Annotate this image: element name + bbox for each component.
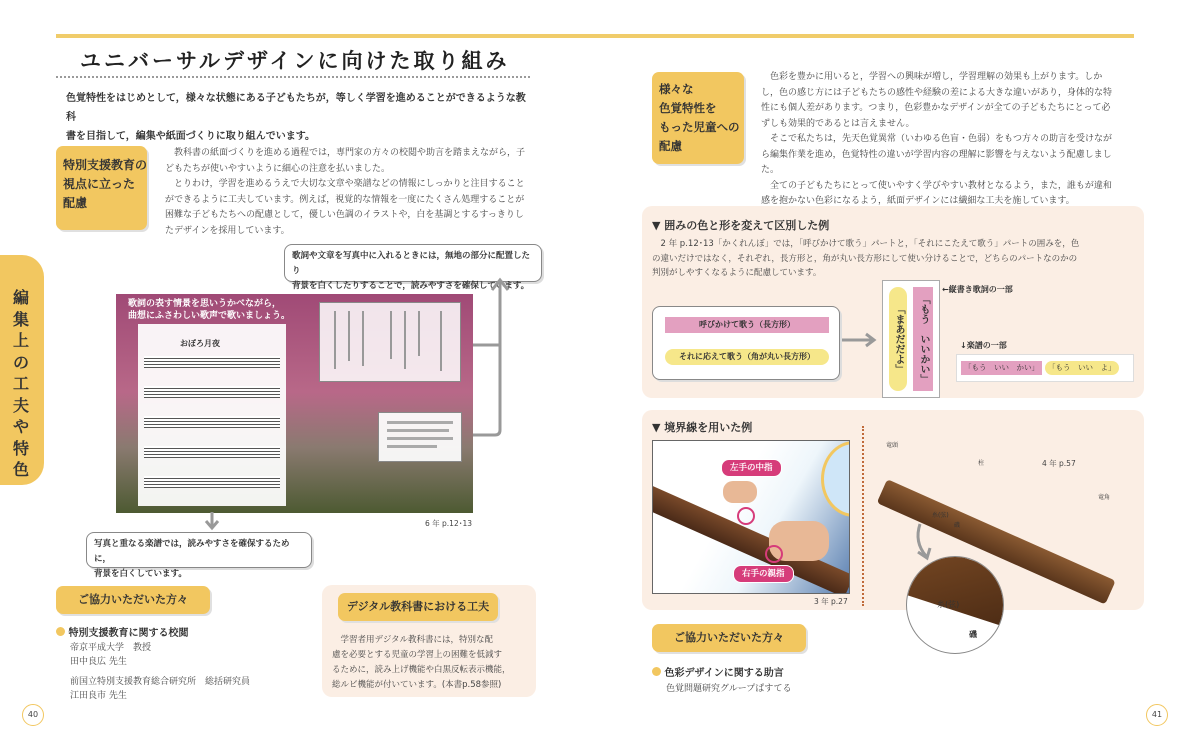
color-vision-body: 色彩を豊かに用いると，学習への興味が増し，学習理解の効果も上がります。しかし，色の感じ方には子どもたちの感性や経験の差による大きな違いがあり，身体的な特性にも個人差があります。つまり，色彩豊かなデザインが全ての子どもたちにとって必ずしも効果的であるとは言えません。 そこで私たちは，先天色覚異常（いわゆる色盲・色弱）をもつ方々の助言を受けながら編集作業を進め，色覚特性の違いが学習内容の理解に影響を与えないよう配慮しました。 全ての子どもたちにとって使いやすく学びやすい教材となるよう，また，誰もが違和感を抱かない色彩になるよう，紙面デザインには繊細な工夫を施しています。 bbox=[761, 72, 1113, 206]
side-tab bbox=[0, 255, 44, 485]
bullet-icon bbox=[652, 667, 661, 676]
song-title: おぼろ月夜 bbox=[180, 339, 220, 348]
koto-label-iso: 磯 bbox=[954, 522, 961, 529]
cooperation-label-right: ご協力いただいた方々 bbox=[652, 624, 806, 652]
photo-heading: 歌詞の表す情景を思いうかべながら， 曲想にふさわしい歌声で歌いましょう。 bbox=[128, 299, 291, 321]
score-lyric-call: 「もう いい かい」 bbox=[961, 361, 1042, 375]
zoom-label-ito: 糸(弦) bbox=[937, 600, 960, 609]
photo-caption-6: 6 年 p.12･13 bbox=[425, 519, 473, 528]
cooperation-names-left: 帝京平成大学 教授 田中良広 先生 前国立特別支援教育総合研究所 総括研究員 江田良市 先生 bbox=[70, 643, 251, 701]
cooperation-heading-left: 特別支援教育に関する校閲 bbox=[56, 624, 188, 639]
digital-textbook-box bbox=[322, 585, 536, 697]
photo-caption-3: 3 年 p.27 bbox=[814, 597, 848, 606]
zoom-label-iso: 磯 bbox=[969, 630, 977, 639]
koto-label-ryuto: 竜頭 bbox=[886, 442, 899, 449]
koto-zoom-circle bbox=[906, 556, 1004, 654]
down-arrow bbox=[202, 512, 222, 532]
staff-line bbox=[144, 476, 280, 488]
special-support-tag: 特別支援教育の 視点に立った 配慮 bbox=[56, 146, 147, 230]
page-title: ユニバーサルデザインに向けた取り組み bbox=[80, 49, 510, 73]
bullet-icon bbox=[56, 627, 65, 636]
vertical-lyric-call: 「もう いいかい」 bbox=[913, 287, 933, 391]
staff-line bbox=[144, 416, 280, 428]
finger-marker-icon bbox=[765, 545, 783, 563]
koto-label-ito: 糸(弦) bbox=[932, 512, 949, 519]
example-color-shape-box bbox=[642, 206, 1144, 398]
cooperation-names-right: 色覚問題研究グループぱすてる bbox=[666, 684, 792, 694]
title-divider bbox=[56, 76, 530, 78]
score-lyric-example bbox=[956, 354, 1134, 382]
vertical-lyric-answer: 「まあだだよ」 bbox=[889, 287, 907, 391]
recorder-photo bbox=[652, 440, 850, 594]
digital-textbook-body: 学習者用デジタル教科書には，特別な配 慮を必要とする児童の学習上の困難を低減す るために，読み上げ機能や白黒反転表示機能， 総ルビ機能が付いています。(本書p.58参照) bbox=[332, 635, 511, 690]
curved-arrow bbox=[912, 522, 942, 562]
lyric-box bbox=[319, 302, 461, 382]
label-left-middle: 左手の中指 bbox=[721, 459, 782, 477]
hand-icon bbox=[723, 481, 757, 503]
right-arrow bbox=[842, 332, 878, 348]
vertical-lyric-label: ←縦書き歌詞の一部 bbox=[942, 285, 1013, 294]
label-right-thumb: 右手の親指 bbox=[733, 565, 794, 583]
score-lyric-answer: 「もう いい よ」 bbox=[1045, 361, 1119, 375]
page-number-left: 40 bbox=[22, 704, 44, 726]
example1-body: 2 年 p.12･13「かくれんぼ」では，「呼びかけて歌う」パートと，「それにこたえて歌う」パートの囲みを，色 の違いだけではなく，それぞれ，長方形と，角が丸い長方形にして使い分けることで，どちらのパートなのかの 判別がしやすくなるように配慮しています。 bbox=[652, 239, 1080, 278]
finger-marker-icon bbox=[737, 507, 755, 525]
vertical-lyric-example bbox=[882, 280, 940, 398]
call-part-rect: 呼びかけて歌う（長方形） bbox=[665, 317, 829, 333]
staff-line bbox=[144, 356, 280, 368]
special-support-body: 教科書の紙面づくりを進める過程では，専門家の方々の校閲や助言を踏まえながら，子どもたちが使いやすいように細心の注意を払いました。 とりわけ，学習を進めるうえで大切な文章や楽譜などの情報にしっかりと注目することができるように工夫しています。例えば，視覚的な情報を一度にたくさん処理することが困難な子どもたちへの配慮として，優しい色調のイラストや，白を基調とするすっきりしたデザインを採用しています。 bbox=[165, 148, 526, 236]
cooperation-heading-right: 色彩デザインに関する助言 bbox=[652, 664, 784, 679]
intro-text: 色覚特性をはじめとして，様々な状態にある子どもたちが，等しく学習を進めることができるような教科 書を目指して，編集や紙面づくりに取り組んでいます。 bbox=[66, 93, 526, 142]
textbook-spread-photo bbox=[116, 294, 473, 513]
koto-label-ji: 柱 bbox=[978, 460, 985, 467]
koto-label-ryukaku: 竜角 bbox=[1098, 494, 1111, 501]
callout-score-background: 写真と重なる楽譜では，読みやすさを確保するために， 背景を白くしています。 bbox=[86, 532, 312, 568]
example1-heading: ▼ 囲みの色と形を変えて区別した例 bbox=[652, 219, 830, 232]
callout-lyric-placement: 歌詞や文章を写真中に入れるときには，無地の部分に配置したり 背景を白くしたりすることで，読みやすさを確保しています。 bbox=[284, 244, 542, 282]
parts-example bbox=[652, 306, 840, 380]
digital-textbook-label: デジタル教科書における工夫 bbox=[338, 593, 498, 621]
top-accent-bar bbox=[56, 34, 1134, 38]
explanation-box bbox=[378, 412, 462, 462]
example2-heading: ▼ 境界線を用いた例 bbox=[652, 421, 753, 434]
page-number-right: 41 bbox=[1146, 704, 1168, 726]
vertical-dotted-divider bbox=[862, 426, 864, 606]
side-tab-label: 編集上の工夫や特色 bbox=[12, 288, 29, 479]
answer-part-rounded: それに応えて歌う（角が丸い長方形） bbox=[665, 349, 829, 365]
cooperation-label-left: ご協力いただいた方々 bbox=[56, 586, 210, 614]
color-vision-tag: 様々な 色覚特性を もった児童への 配慮 bbox=[652, 72, 744, 164]
koto-caption: 4 年 p.57 bbox=[1042, 459, 1076, 468]
staff-line bbox=[144, 446, 280, 458]
score-label: ↓楽譜の一部 bbox=[960, 341, 1007, 350]
staff-line bbox=[144, 386, 280, 398]
